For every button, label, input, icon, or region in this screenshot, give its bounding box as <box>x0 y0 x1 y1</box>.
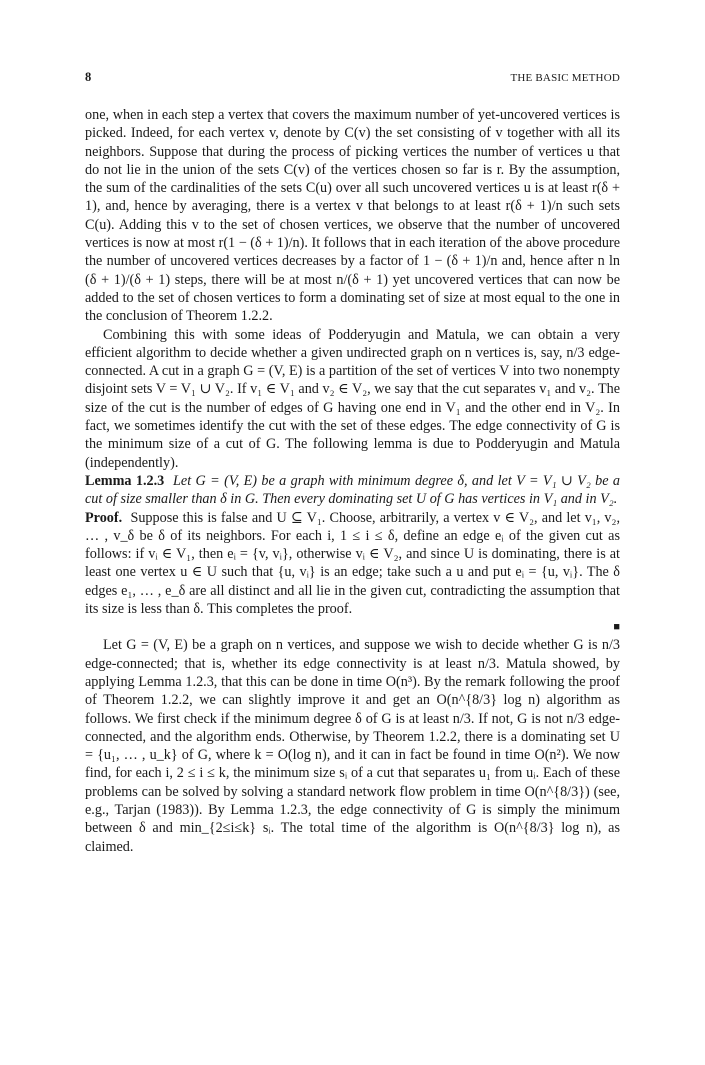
qed-row <box>85 618 620 636</box>
lemma-label: Lemma 1.2.3 <box>85 472 165 489</box>
paragraph-cut-definition: Combining this with some ideas of Podderyugin and Matula, we can obtain a very efficient algorithm to decide whether a given undirected graph on n vertices is, say, n/3 edge-connected. A cut in a graph G = (V, E) is a partition of the set of vertices V into two nonempty disjoint sets V = V₁ ∪ V₂. If v₁ ∈ V₁ and v₂ ∈ V₂, we say that the cut separates v₁ and v₂. The size of the cut is the number of edges of G having one end in V₁ and the other end in V₂. In fact, we sometimes identify the cut with the set of these edges. The edge connectivity of G is the minimum size of a cut of G. The following lemma is due to Podderyugin and Matula (independently). <box>85 326 620 471</box>
book-page <box>85 70 620 856</box>
lemma-statement: Let G = (V, E) be a graph with minimum degree δ, and let V = V₁ ∪ V₂ be a cut of size smaller than δ in G. Then every dominating set U of G has vertices in V₁ and in V₂. <box>85 472 621 508</box>
page-body <box>85 106 620 856</box>
paragraph-algorithm: Let G = (V, E) be a graph on n vertices, and suppose we wish to decide whether G is n/3 edge-connected; that is, whether its edge connectivity is at least n/3. Matula showed, by applying Lemma 1.2.3, that this can be done in time O(n³). By the remark following the proof of Theorem 1.2.2, we can slightly improve it and get an O(n^{8/3} log n) algorithm as follows. We first check if the minimum degree δ of G is at least n/3. If not, G is not n/3 edge-connected, and the algorithm ends. Otherwise, by Theorem 1.2.2, there is a dominating set U = {u₁, … , u_k} of G, where k = O(log n), and it can in fact be found in time O(n²). We now find, for each i, 2 ≤ i ≤ k, the minimum size sᵢ of a cut that separates u₁ from uᵢ. Each of these problems can be solved by solving a standard network flow problem in time O(n^{8/3}) (see, e.g., Tarjan (1983)). By Lemma 1.2.3, the edge connectivity of G is simply the minimum between δ and min_{2≤i≤k} sᵢ. The total time of the algorithm is O(n^{8/3} log n), as claimed. <box>85 637 620 855</box>
proof-block <box>85 509 620 619</box>
proof-text: Suppose this is false and U ⊆ V₁. Choose, arbitrarily, a vertex v ∈ V₂, and let v₁, v₂, … , v_δ be δ of its neighbors. For each i, 1 ≤ i ≤ δ, define an edge eᵢ of the given cut as follows: if vᵢ ∈ V₁, then eᵢ = {v, vᵢ}, otherwise vᵢ ∈ V₂, and since U is dominating, there is at least one vertex u ∈ U such that {u, vᵢ} is an edge; take such a u and put eᵢ = {u, vᵢ}. The δ edges e₁, … , e_δ are all distinct and all lie in the given cut, contradicting the assumption that its size is less than δ. This completes the proof. <box>85 509 621 618</box>
page-number: 8 <box>85 70 92 84</box>
qed-symbol: ■ <box>613 621 620 634</box>
running-header <box>85 70 620 84</box>
paragraph-continuation: one, when in each step a vertex that covers the maximum number of yet-uncovered vertices is picked. Indeed, for each vertex v, denote by C(v) the set consisting of v together with all its neighbors. Suppose that during the process of picking vertices the number of vertices u that do not lie in the union of the sets C(v) of the vertices chosen so far is r. By the assumption, the sum of the cardinalities of the sets C(u) over all such uncovered vertices u is at least r(δ + 1), and, hence by averaging, there is a vertex v that belongs to at least r(δ + 1)/n such sets C(u). Adding this v to the set of chosen vertices, we observe that the number of uncovered vertices is now at most r(1 − (δ + 1)/n). It follows that in each iteration of the above procedure the number of uncovered vertices decreases by a factor of 1 − (δ + 1)/n and, hence after n ln (δ + 1)/(δ + 1) steps, there will be at most n/(δ + 1) yet uncovered vertices that can now be added to the set of chosen vertices to form a dominating set of size at most equal to the one in the conclusion of Theorem 1.2.2. <box>85 107 620 325</box>
lemma-block <box>85 472 620 509</box>
proof-label: Proof. <box>85 509 123 526</box>
running-title: THE BASIC METHOD <box>510 72 620 84</box>
